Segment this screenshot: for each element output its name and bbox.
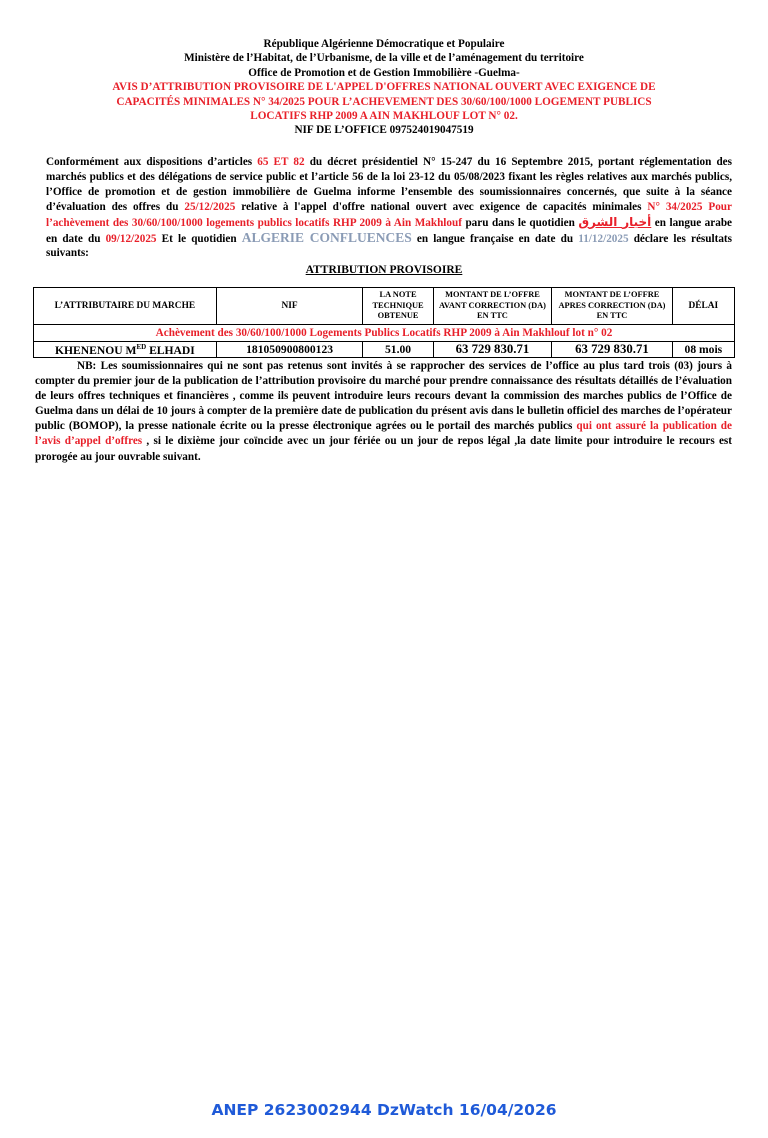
cell-montant-avant: 63 729 830.71 [433, 342, 552, 358]
table-row [34, 342, 735, 358]
office-nif: NIF DE L’OFFICE 097524019047519 [294, 124, 474, 137]
document-header [30, 37, 738, 138]
french-newspaper-name: ALGERIE CONFLUENCES [241, 229, 412, 245]
office-line: Office de Promotion et de Gestion Immobilière -Guelma- [248, 66, 520, 79]
results-table [33, 287, 735, 358]
attributaire-name: KHENENOU M [54, 343, 137, 357]
arabic-publication-date: 09/12/2025 [105, 232, 157, 245]
notice-title-line-3: LOCATIFS RHP 2009 A AIN MAKHLOUF LOT N° 02. [250, 110, 518, 123]
intro-text: relative à l'appel d'offre national ouvert avec exigence de capacités minimales [235, 200, 648, 213]
lot-row [34, 325, 735, 342]
col-header-delai: DÉLAI [672, 288, 734, 325]
intro-paragraph [46, 155, 732, 261]
cell-montant-apres: 63 729 830.71 [552, 342, 673, 358]
republic-line: République Algérienne Démocratique et Populaire [263, 38, 505, 50]
col-header-attributaire: L’ATTRIBUTAIRE DU MARCHE [34, 288, 217, 325]
notice-title-line-1: AVIS D’ATTRIBUTION PROVISOIRE DE L'APPEL D'OFFRES NATIONAL OUVERT AVEC EXIGENCE DE [112, 81, 656, 94]
intro-text: en langue française en date du [411, 232, 579, 245]
cell-nif: 181050900800123 [216, 342, 363, 358]
intro-text: du décret présidentiel N° 15-247 du 16 Septembre 2015, portant réglementation des marchés publics et des délégations de service public et l’article 56 de la loi 23-12 du 05/08/2023 fixant les règles relatives aux marchés publics, l’Office de promotion et de gestion immobilière de Guelma informe l’ensemble des soumissionnaires concernés, que suite à la séance d’évaluation des offres du [46, 156, 732, 213]
nb-highlight: qui ont assuré la publication de l’avis d’appel d’offres [35, 420, 732, 448]
col-header-nif: NIF [216, 288, 363, 325]
attributaire-name: ELHADI [146, 343, 195, 357]
nb-paragraph [35, 359, 732, 465]
evaluation-date: 25/12/2025 [184, 200, 236, 213]
intro-text: Conformément aux dispositions d’articles [46, 156, 258, 168]
articles-ref: 65 ET 82 [257, 156, 305, 168]
table-header-row [34, 288, 735, 325]
tender-reference: N° 34/2025 Pour l’achèvement des 30/60/100/1000 logements publics locatifs RHP 2009 à Ain Makhlouf [46, 200, 732, 229]
intro-text: Et le quotidien [156, 232, 242, 245]
arabic-newspaper-name: أخبار الشرق [578, 214, 652, 229]
footer-watermark: ANEP 2623002944 DzWatch 16/04/2026 [211, 1101, 557, 1119]
cell-delai: 08 mois [672, 342, 734, 358]
intro-text: déclare les résultats suivants: [46, 232, 733, 260]
col-header-avant: MONTANT DE L’OFFRE AVANT CORRECTION (DA) EN TTC [433, 288, 552, 325]
section-title: ATTRIBUTION PROVISOIRE [305, 264, 463, 276]
attributaire-name-sup: ED [136, 342, 147, 351]
col-header-note: LA NOTE TECHNIQUE OBTENUE [363, 288, 433, 325]
intro-text: en langue arabe en date du [46, 216, 733, 245]
col-header-apres: MONTANT DE L’OFFRE APRES CORRECTION (DA) EN TTC [552, 288, 673, 325]
lot-label: Achèvement des 30/60/100/1000 Logements Publics Locatifs RHP 2009 à Ain Makhlouf lot n° 02 [34, 325, 735, 342]
ministry-line: Ministère de l’Habitat, de l’Urbanisme, de la ville et de l’aménagement du territoire [184, 52, 584, 65]
nb-text: NB: Les soumissionnaires qui ne sont pas retenus sont invités à se rapprocher des services de l’office au plus tard trois (03) jours à compter du premier jour de la publication de l’attribution provisoire du marché pour prendre connaissance des résultats détaillés de l’évaluation de leurs offres techniques et financières , comme ils peuvent introduire leurs recours devant la commission des marches publics de l’Office de Guelma dans un délai de 10 jours à compter de la première date de publication du présent avis dans le bulletin officiel des marches de l’opérateur public (BOMOP), la presse nationale écrite ou la presse électronique agrées ou le portail des marchés publics [35, 360, 732, 433]
cell-note: 51.00 [363, 342, 433, 358]
cell-attributaire [34, 342, 217, 358]
nb-text: , si le dixième jour coïncide avec un jour fériée ou un jour de repos légal ,la date limite pour introduire le recours est prorogée au jour ouvrable suivant. [35, 435, 732, 463]
notice-title-line-2: CAPACITÉS MINIMALES N° 34/2025 POUR L’ACHEVEMENT DES 30/60/100/1000 LOGEMENT PUBLICS [116, 95, 652, 108]
french-publication-date: 11/12/2025 [578, 232, 629, 245]
intro-text: paru dans le quotidien [461, 216, 579, 229]
